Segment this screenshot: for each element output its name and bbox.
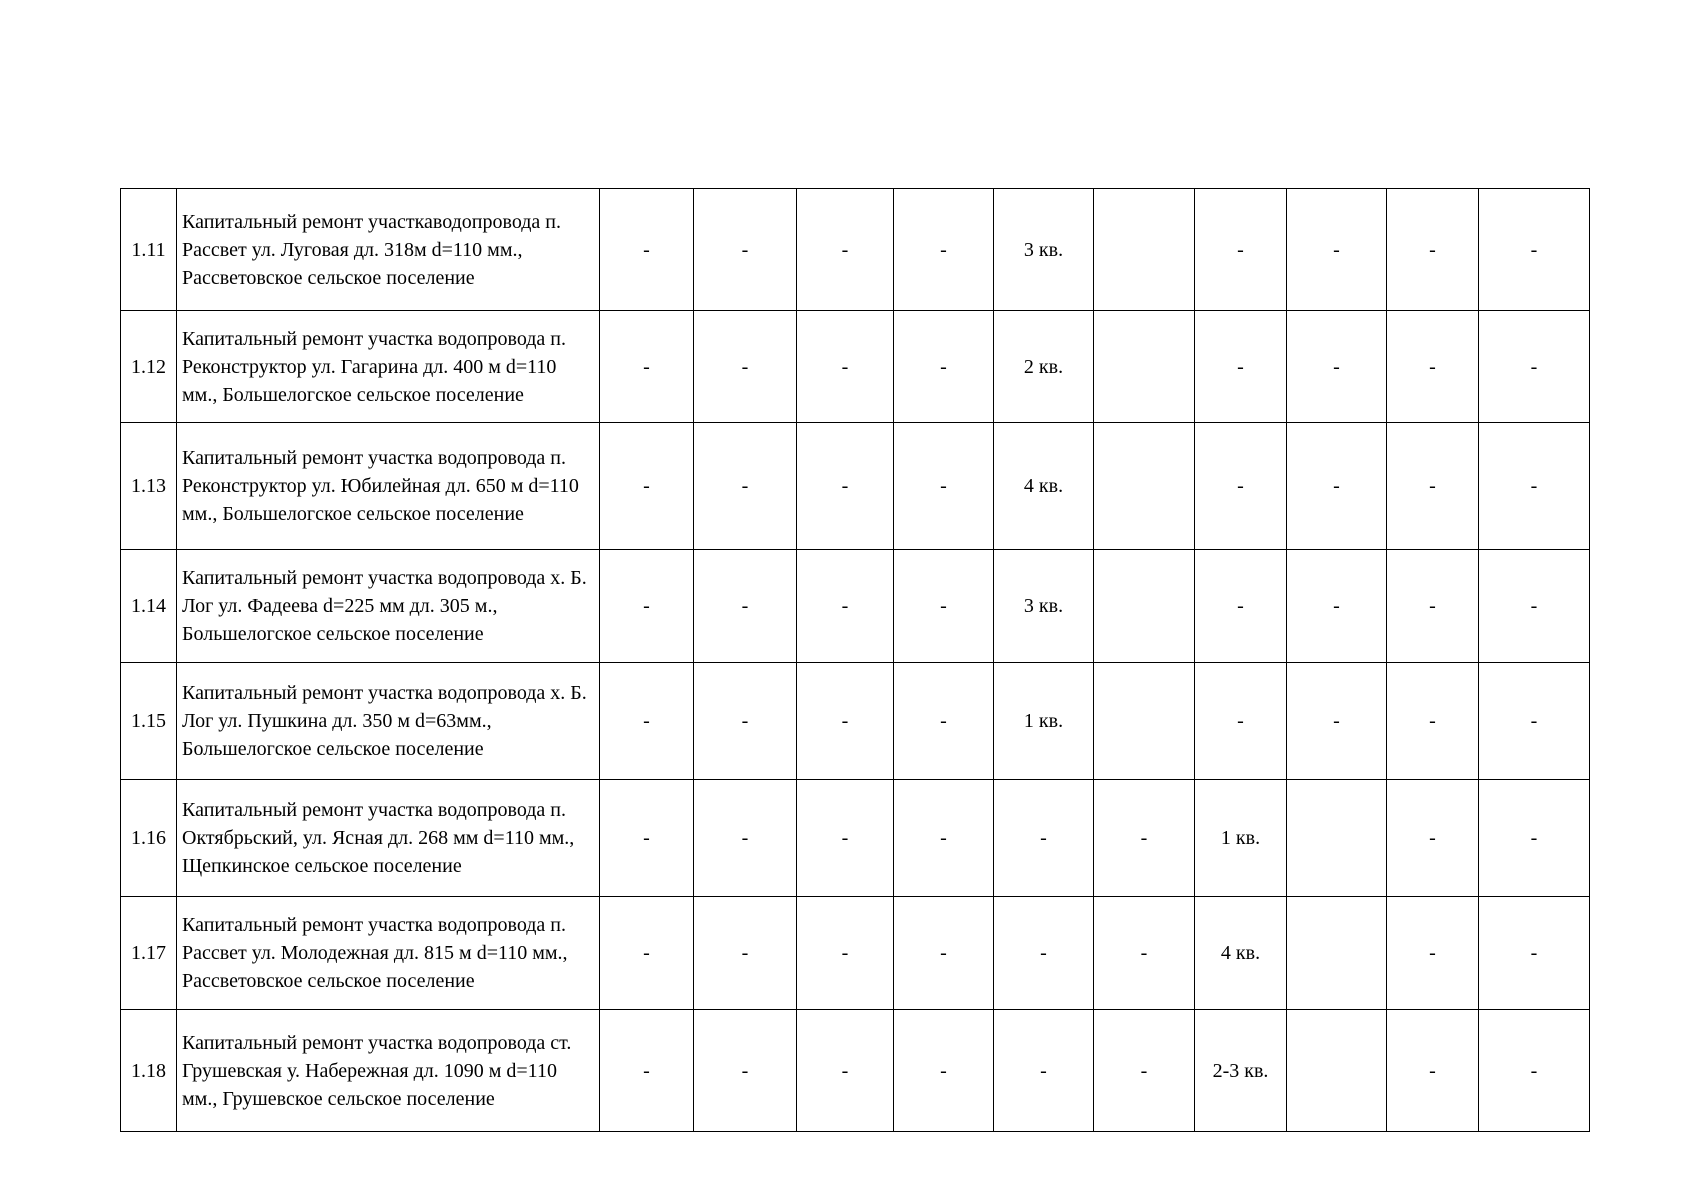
row-number: 1.12 <box>121 311 177 423</box>
table-cell: - <box>1387 897 1479 1010</box>
table-cell: - <box>1479 189 1590 311</box>
table-cell: 1 кв. <box>1195 780 1287 897</box>
table-cell: - <box>797 189 894 311</box>
table-cell: - <box>1479 780 1590 897</box>
table-body <box>121 189 1590 1132</box>
table-cell: - <box>1287 663 1387 780</box>
table-cell: - <box>694 311 797 423</box>
table-cell <box>1287 780 1387 897</box>
table-cell: - <box>797 780 894 897</box>
table-cell: - <box>797 663 894 780</box>
table-cell: 2-3 кв. <box>1195 1010 1287 1132</box>
table-cell: - <box>894 897 994 1010</box>
table-cell <box>1094 423 1195 550</box>
table-cell: - <box>1287 189 1387 311</box>
table-cell: - <box>1387 663 1479 780</box>
table-cell: - <box>694 663 797 780</box>
table-cell: - <box>797 550 894 663</box>
table-cell: - <box>797 311 894 423</box>
table-row <box>121 189 1590 311</box>
table-cell: - <box>797 1010 894 1132</box>
row-number: 1.15 <box>121 663 177 780</box>
table-row <box>121 780 1590 897</box>
table-cell: 1 кв. <box>994 663 1094 780</box>
table-cell: - <box>994 1010 1094 1132</box>
table-cell: 3 кв. <box>994 550 1094 663</box>
table-cell: - <box>694 423 797 550</box>
table-cell: 4 кв. <box>994 423 1094 550</box>
table-cell: - <box>600 780 694 897</box>
table-cell: - <box>797 423 894 550</box>
table-cell <box>1287 1010 1387 1132</box>
table-cell: - <box>1387 189 1479 311</box>
table-cell: - <box>894 423 994 550</box>
table-cell: - <box>1195 189 1287 311</box>
table-row <box>121 663 1590 780</box>
table-cell: - <box>1387 423 1479 550</box>
table-cell: - <box>600 1010 694 1132</box>
table-cell: - <box>600 189 694 311</box>
table-cell: - <box>694 897 797 1010</box>
table-cell: - <box>894 189 994 311</box>
table-cell: - <box>694 780 797 897</box>
row-number: 1.17 <box>121 897 177 1010</box>
table-cell: - <box>894 663 994 780</box>
table-cell: - <box>1287 550 1387 663</box>
table-cell: - <box>1195 423 1287 550</box>
table-cell: - <box>1195 550 1287 663</box>
row-description: Капитальный ремонт участка водопровода п. Реконструктор ул. Гагарина дл. 400 м d=110 мм., Большелогское сельское поселение <box>177 311 600 423</box>
row-description: Капитальный ремонт участкаводопровода п. Рассвет ул. Луговая дл. 318м d=110 мм., Рассветовское сельское поселение <box>177 189 600 311</box>
table-cell: - <box>797 897 894 1010</box>
table-cell: - <box>694 1010 797 1132</box>
table-cell <box>1287 897 1387 1010</box>
table-cell <box>1094 663 1195 780</box>
row-number: 1.16 <box>121 780 177 897</box>
table-cell: - <box>1479 550 1590 663</box>
table-cell: - <box>694 550 797 663</box>
table-cell: - <box>1387 1010 1479 1132</box>
table-cell: - <box>1479 663 1590 780</box>
table-cell: - <box>600 663 694 780</box>
row-description: Капитальный ремонт участка водопровода х. Б. Лог ул. Пушкина дл. 350 м d=63мм., Большелогское сельское поселение <box>177 663 600 780</box>
row-description: Капитальный ремонт участка водопровода х. Б. Лог ул. Фадеева d=225 мм дл. 305 м., Большелогское сельское поселение <box>177 550 600 663</box>
table-cell: 4 кв. <box>1195 897 1287 1010</box>
row-number: 1.14 <box>121 550 177 663</box>
table-cell: - <box>1094 897 1195 1010</box>
table-cell: - <box>1387 550 1479 663</box>
table-cell: - <box>600 423 694 550</box>
table-cell: - <box>994 780 1094 897</box>
table-cell: - <box>1479 423 1590 550</box>
table-cell: - <box>1195 663 1287 780</box>
row-description: Капитальный ремонт участка водопровода п. Реконструктор ул. Юбилейная дл. 650 м d=110 мм., Большелогское сельское поселение <box>177 423 600 550</box>
table-cell: - <box>1387 311 1479 423</box>
table-cell: - <box>1479 311 1590 423</box>
row-number: 1.18 <box>121 1010 177 1132</box>
table-cell: - <box>600 897 694 1010</box>
table-cell: - <box>1479 1010 1590 1132</box>
table-cell <box>1094 550 1195 663</box>
works-table <box>120 188 1590 1132</box>
table-row <box>121 550 1590 663</box>
table-cell: - <box>1195 311 1287 423</box>
table-cell: 3 кв. <box>994 189 1094 311</box>
table-cell: - <box>1287 423 1387 550</box>
table-row <box>121 311 1590 423</box>
table-cell: - <box>1287 311 1387 423</box>
table-cell: - <box>600 311 694 423</box>
table-row <box>121 897 1590 1010</box>
table-cell: 2 кв. <box>994 311 1094 423</box>
table-cell: - <box>894 1010 994 1132</box>
table-cell: - <box>894 780 994 897</box>
row-description: Капитальный ремонт участка водопровода п. Октябрьский, ул. Ясная дл. 268 мм d=110 мм., Щепкинское сельское поселение <box>177 780 600 897</box>
table-row <box>121 423 1590 550</box>
table-cell: - <box>894 550 994 663</box>
table-cell: - <box>1479 897 1590 1010</box>
table-cell: - <box>1094 780 1195 897</box>
table-cell <box>1094 311 1195 423</box>
table-cell <box>1094 189 1195 311</box>
table-cell: - <box>694 189 797 311</box>
row-description: Капитальный ремонт участка водопровода п. Рассвет ул. Молодежная дл. 815 м d=110 мм., Рассветовское сельское поселение <box>177 897 600 1010</box>
row-description: Капитальный ремонт участка водопровода ст. Грушевская у. Набережная дл. 1090 м d=110 мм., Грушевское сельское поселение <box>177 1010 600 1132</box>
table-cell: - <box>600 550 694 663</box>
table-cell: - <box>1094 1010 1195 1132</box>
table-row <box>121 1010 1590 1132</box>
row-number: 1.13 <box>121 423 177 550</box>
table-cell: - <box>894 311 994 423</box>
table-cell: - <box>1387 780 1479 897</box>
row-number: 1.11 <box>121 189 177 311</box>
table-cell: - <box>994 897 1094 1010</box>
